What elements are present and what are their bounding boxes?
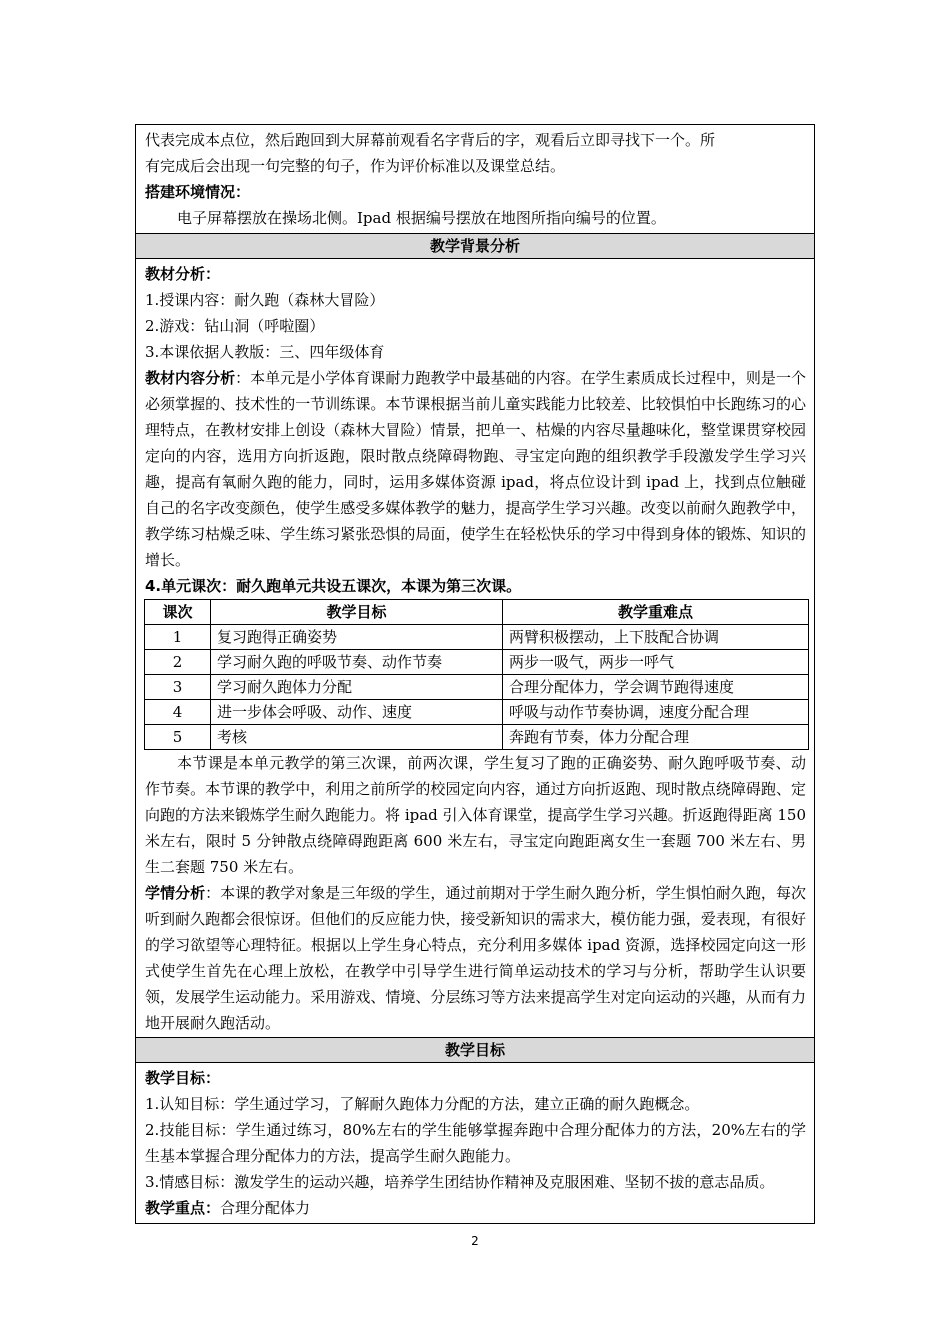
table-row: [145, 700, 809, 725]
unit-heading: 4.单元课次：耐久跑单元共设五课次，本课为第三次课。: [145, 577, 522, 595]
lesson-number: 4: [145, 700, 211, 725]
lesson-number: 3: [145, 675, 211, 700]
lesson-goal: 学习耐久跑的呼吸节奏、动作节奏: [211, 650, 503, 675]
content-analysis-text: ：本单元是小学体育课耐力跑教学中最基础的内容。在学生素质成长过程中，则是一个必须掌握的、技术性的一节训练课。本节课根据当前儿童实践能力比较差、比较惧怕中长跑练习的心理特点，在教材安排上创设（森林大冒险）情景，把单一、枯燥的内容尽量趣味化，整堂课贯穿校园定向的内容，选用方向折返跑，限时散点绕障碍物跑、寻宝定向跑的组织教学手段激发学生学习兴趣，提高有氧耐久跑的能力，同时，运用多媒体资源 ipad，将点位设计到 ipad 上，找到点位触碰自己的名字改变颜色，使学生感受多媒体教学的魅力，提高学生学习兴趣。改变以前耐久跑教学中，教学练习枯燥乏味、学生练习紧张恐惧的局面，使学生在轻松快乐的学习中得到身体的锻炼、知识的增长。: [145, 369, 806, 569]
lesson-goal: 进一步体会呼吸、动作、速度: [211, 700, 503, 725]
table-row: [145, 650, 809, 675]
goals-section: [136, 1063, 815, 1224]
table-row: [145, 725, 809, 750]
column-header-key-points: 教学重难点: [503, 600, 809, 625]
lesson-plan-table: [135, 124, 815, 1224]
lesson-goal: 考核: [211, 725, 503, 750]
lesson-key-point: 呼吸与动作节奏协调，速度分配合理: [503, 700, 809, 725]
lesson-goal: 学习耐久跑体力分配: [211, 675, 503, 700]
column-header-goal: 教学目标: [211, 600, 503, 625]
section-header-goals: 教学目标: [136, 1038, 815, 1063]
goals-heading: 教学目标：: [145, 1069, 221, 1087]
material-item-2: 2.游戏：钻山洞（呼啦圈）: [145, 317, 325, 335]
student-analysis-text: ：本课的教学对象是三年级的学生，通过前期对于学生耐久跑分析，学生惧怕耐久跑，每次听到耐久跑都会很惊讶。但他们的反应能力快，接受新知识的需求大，模仿能力强，爱表现，有很好的学习欲望等心理特征。根据以上学生身心特点，充分利用多媒体 ipad 资源，选择校园定向这一形式使学生首先在心理上放松，在教学中引导学生进行简单运动技术的学习与分析，帮助学生认识要领，发展学生运动能力。采用游戏、情境、分层练习等方法来提高学生对定向运动的兴趣，从而有力地开展耐久跑活动。: [145, 884, 806, 1032]
section-header-background: 教学背景分析: [136, 234, 815, 259]
environment-text: 电子屏幕摆放在操场北侧。Ipad 根据编号摆放在地图所指向编号的位置。: [177, 209, 666, 227]
goal-cognitive: 1.认知目标：学生通过学习，了解耐久跑体力分配的方法，建立正确的耐久跑概念。: [145, 1095, 700, 1113]
material-heading: 教材分析：: [145, 265, 221, 283]
page-number: 2: [471, 1234, 479, 1248]
column-header-lesson: 课次: [145, 600, 211, 625]
lesson-goal: 复习跑得正确姿势: [211, 625, 503, 650]
table-row: [145, 675, 809, 700]
material-item-3: 3.本课依据人教版：三、四年级体育: [145, 343, 385, 361]
background-section: [136, 259, 815, 1038]
lesson-number: 2: [145, 650, 211, 675]
environment-section: [136, 125, 815, 234]
lesson-key-point: 两臂积极摆动，上下肢配合协调: [503, 625, 809, 650]
lesson-key-point: 合理分配体力，学会调节跑得速度: [503, 675, 809, 700]
continued-text-line1: 代表完成本点位，然后跑回到大屏幕前观看名字背后的字，观看后立即寻找下一个。所: [145, 131, 716, 149]
goal-skill: 2.技能目标：学生通过练习，80%左右的学生能够掌握奔跑中合理分配体力的方法，20%左右的学生基本掌握合理分配体力的方法，提高学生耐久跑能力。: [145, 1121, 806, 1165]
unit-table-header-row: [145, 600, 809, 625]
content-analysis-heading: 教材内容分析: [145, 369, 236, 387]
key-point: [145, 1195, 806, 1221]
environment-heading: 搭建环境情况：: [145, 183, 251, 201]
material-item-1: 1.授课内容：耐久跑（森林大冒险）: [145, 291, 385, 309]
student-analysis-heading: 学情分析: [145, 884, 206, 902]
key-point-text: 合理分配体力: [220, 1199, 311, 1217]
continued-text-line2: 有完成后会出现一句完整的句子，作为评价标准以及课堂总结。: [145, 157, 566, 175]
lesson-key-point: 奔跑有节奏，体力分配合理: [503, 725, 809, 750]
lesson-key-point: 两步一吸气，两步一呼气: [503, 650, 809, 675]
lesson-number: 1: [145, 625, 211, 650]
content-analysis: [145, 365, 806, 573]
key-point-heading: 教学重点：: [145, 1199, 221, 1217]
student-analysis: [145, 880, 806, 1036]
lesson-number: 5: [145, 725, 211, 750]
unit-schedule-table: [144, 599, 809, 750]
table-row: [145, 625, 809, 650]
goal-emotional: 3.情感目标：激发学生的运动兴趣，培养学生团结协作精神及克服困难、坚韧不拔的意志品质。: [145, 1173, 775, 1191]
document-page: [135, 124, 815, 1224]
lesson-description: 本节课是本单元教学的第三次课，前两次课，学生复习了跑的正确姿势、耐久跑呼吸节奏、动作节奏。本节课的教学中，利用之前所学的校园定向内容，通过方向折返跑、现时散点绕障碍跑、定向跑的方法来锻炼学生耐久跑能力。将 ipad 引入体育课堂，提高学生学习兴趣。折返跑得距离 150 米左右，限时 5 分钟散点绕障碍跑距离 600 米左右，寻宝定向跑距离女生一套题 700 米左右、男生二套题 750 米左右。: [145, 754, 806, 876]
